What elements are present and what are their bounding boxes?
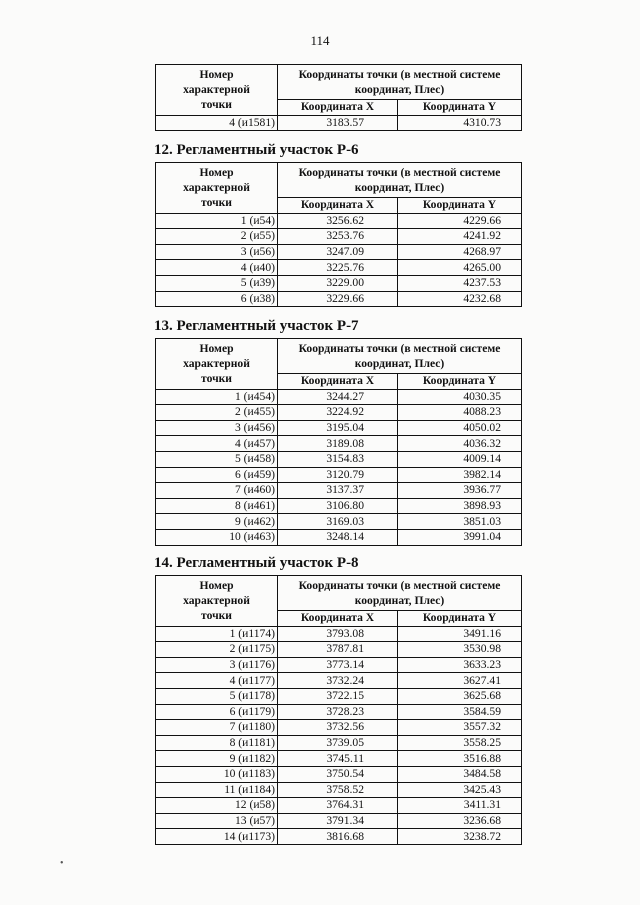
x-coordinate-cell: 3169.03 xyxy=(278,514,398,530)
y-coordinate-cell: 4036.32 xyxy=(398,436,522,452)
x-coordinate-cell: 3247.09 xyxy=(278,244,398,260)
x-coordinate-cell: 3787.81 xyxy=(278,642,398,658)
x-coordinate-cell: 3244.27 xyxy=(278,389,398,405)
point-number-cell: 3 (и1176) xyxy=(156,657,278,673)
x-coordinate-cell: 3229.00 xyxy=(278,275,398,291)
y-coordinate-cell: 4268.97 xyxy=(398,244,522,260)
x-coordinate-cell: 3253.76 xyxy=(278,229,398,245)
x-column-header: Координата X xyxy=(278,374,398,390)
x-coordinate-cell: 3793.08 xyxy=(278,626,398,642)
table-row xyxy=(156,451,522,467)
table-row xyxy=(156,766,522,782)
table-row xyxy=(156,626,522,642)
x-coordinate-cell: 3229.66 xyxy=(278,291,398,307)
y-coordinate-cell: 3633.23 xyxy=(398,657,522,673)
x-coordinate-cell: 3137.37 xyxy=(278,483,398,499)
y-coordinate-cell: 4088.23 xyxy=(398,405,522,421)
x-coordinate-cell: 3750.54 xyxy=(278,766,398,782)
y-coordinate-cell: 4050.02 xyxy=(398,420,522,436)
x-coordinate-cell: 3732.24 xyxy=(278,673,398,689)
x-coordinate-cell: 3745.11 xyxy=(278,751,398,767)
point-number-cell: 10 (и1183) xyxy=(156,766,278,782)
section-title: 12. Регламентный участок Р-6 xyxy=(154,142,359,158)
y-column-header: Координата Y xyxy=(398,100,522,116)
table-row xyxy=(156,735,522,751)
table-row xyxy=(156,829,522,845)
section-title: 14. Регламентный участок Р-8 xyxy=(154,555,359,571)
x-coordinate-cell: 3195.04 xyxy=(278,420,398,436)
y-coordinate-cell: 3898.93 xyxy=(398,498,522,514)
point-number-cell: 2 (и1175) xyxy=(156,642,278,658)
x-coordinate-cell: 3758.52 xyxy=(278,782,398,798)
coordinates-table xyxy=(155,575,522,845)
y-coordinate-cell: 4030.35 xyxy=(398,389,522,405)
x-coordinate-cell: 3816.68 xyxy=(278,829,398,845)
y-coordinate-cell: 3530.98 xyxy=(398,642,522,658)
table-block-r8 xyxy=(155,555,521,845)
point-number-cell: 9 (и1182) xyxy=(156,751,278,767)
table-row xyxy=(156,798,522,814)
point-number-cell: 4 (и1177) xyxy=(156,673,278,689)
x-column-header: Координата X xyxy=(278,198,398,214)
x-coordinate-cell: 3739.05 xyxy=(278,735,398,751)
point-number-cell: 7 (и460) xyxy=(156,483,278,499)
point-number-header: Номер характерной точки xyxy=(156,65,278,116)
point-number-cell: 13 (и57) xyxy=(156,813,278,829)
table-row xyxy=(156,642,522,658)
y-column-header: Координата Y xyxy=(398,374,522,390)
coordinates-table xyxy=(155,338,522,546)
y-coordinate-cell: 3516.88 xyxy=(398,751,522,767)
point-number-cell: 12 (и58) xyxy=(156,798,278,814)
table-row xyxy=(156,389,522,405)
x-coordinate-cell: 3183.57 xyxy=(278,115,398,131)
point-number-cell: 6 (и38) xyxy=(156,291,278,307)
table-row xyxy=(156,704,522,720)
y-coordinate-cell: 4229.66 xyxy=(398,213,522,229)
point-number-cell: 4 (и1581) xyxy=(156,115,278,131)
table-row xyxy=(156,436,522,452)
table-row xyxy=(156,483,522,499)
point-number-cell: 9 (и462) xyxy=(156,514,278,530)
point-number-cell: 1 (и54) xyxy=(156,213,278,229)
x-coordinate-cell: 3248.14 xyxy=(278,529,398,545)
table-row xyxy=(156,405,522,421)
table-block-r6 xyxy=(155,142,521,307)
x-column-header: Координата X xyxy=(278,100,398,116)
y-coordinate-cell: 3625.68 xyxy=(398,688,522,704)
table-row xyxy=(156,657,522,673)
y-coordinate-cell: 3236.68 xyxy=(398,813,522,829)
y-coordinate-cell: 3982.14 xyxy=(398,467,522,483)
x-coordinate-cell: 3722.15 xyxy=(278,688,398,704)
y-coordinate-cell: 3411.31 xyxy=(398,798,522,814)
y-coordinate-cell: 3627.41 xyxy=(398,673,522,689)
point-number-cell: 7 (и1180) xyxy=(156,720,278,736)
point-number-cell: 2 (и455) xyxy=(156,405,278,421)
point-number-cell: 6 (и1179) xyxy=(156,704,278,720)
table-row xyxy=(156,751,522,767)
y-coordinate-cell: 3936.77 xyxy=(398,483,522,499)
y-column-header: Координата Y xyxy=(398,198,522,214)
point-number-header: Номер характерной точки xyxy=(156,339,278,390)
y-coordinate-cell: 3584.59 xyxy=(398,704,522,720)
x-coordinate-cell: 3224.92 xyxy=(278,405,398,421)
table-row xyxy=(156,529,522,545)
table-row xyxy=(156,115,522,131)
x-coordinate-cell: 3106.80 xyxy=(278,498,398,514)
x-coordinate-cell: 3732.56 xyxy=(278,720,398,736)
point-number-header: Номер характерной точки xyxy=(156,163,278,214)
y-coordinate-cell: 4237.53 xyxy=(398,275,522,291)
table-row xyxy=(156,275,522,291)
point-number-cell: 6 (и459) xyxy=(156,467,278,483)
y-coordinate-cell: 3558.25 xyxy=(398,735,522,751)
table-row xyxy=(156,229,522,245)
point-number-cell: 4 (и457) xyxy=(156,436,278,452)
y-coordinate-cell: 3557.32 xyxy=(398,720,522,736)
section-title: 13. Регламентный участок Р-7 xyxy=(154,318,359,334)
x-coordinate-cell: 3728.23 xyxy=(278,704,398,720)
x-coordinate-cell: 3120.79 xyxy=(278,467,398,483)
point-number-cell: 1 (и454) xyxy=(156,389,278,405)
x-coordinate-cell: 3154.83 xyxy=(278,451,398,467)
table-row xyxy=(156,213,522,229)
coordinates-group-header: Координаты точки (в местной системе координат, Плес) xyxy=(278,65,522,100)
point-number-cell: 3 (и56) xyxy=(156,244,278,260)
coordinates-group-header: Координаты точки (в местной системе координат, Плес) xyxy=(278,576,522,611)
table-row xyxy=(156,514,522,530)
x-coordinate-cell: 3764.31 xyxy=(278,798,398,814)
x-coordinate-cell: 3189.08 xyxy=(278,436,398,452)
y-coordinate-cell: 3425.43 xyxy=(398,782,522,798)
y-coordinate-cell: 3484.58 xyxy=(398,766,522,782)
coordinates-table xyxy=(155,64,522,131)
page-number: 114 xyxy=(310,33,330,48)
table-row xyxy=(156,782,522,798)
table-row xyxy=(156,260,522,276)
point-number-cell: 5 (и458) xyxy=(156,451,278,467)
table-row xyxy=(156,673,522,689)
x-coordinate-cell: 3791.34 xyxy=(278,813,398,829)
coordinates-table xyxy=(155,162,522,307)
point-number-cell: 11 (и1184) xyxy=(156,782,278,798)
point-number-cell: 10 (и463) xyxy=(156,529,278,545)
table-block-r7 xyxy=(155,318,521,546)
y-coordinate-cell: 4232.68 xyxy=(398,291,522,307)
y-coordinate-cell: 4265.00 xyxy=(398,260,522,276)
table-row xyxy=(156,813,522,829)
coordinates-group-header: Координаты точки (в местной системе координат, Плес) xyxy=(278,339,522,374)
y-coordinate-cell: 3491.16 xyxy=(398,626,522,642)
x-coordinate-cell: 3256.62 xyxy=(278,213,398,229)
point-number-cell: 2 (и55) xyxy=(156,229,278,245)
y-coordinate-cell: 4241.92 xyxy=(398,229,522,245)
point-number-cell: 8 (и1181) xyxy=(156,735,278,751)
point-number-cell: 4 (и40) xyxy=(156,260,278,276)
table-row xyxy=(156,244,522,260)
point-number-cell: 5 (и39) xyxy=(156,275,278,291)
x-coordinate-cell: 3225.76 xyxy=(278,260,398,276)
y-coordinate-cell: 4009.14 xyxy=(398,451,522,467)
table-row xyxy=(156,498,522,514)
y-coordinate-cell: 3991.04 xyxy=(398,529,522,545)
table-row xyxy=(156,688,522,704)
scan-speck: • xyxy=(60,858,64,869)
point-number-cell: 5 (и1178) xyxy=(156,688,278,704)
table-row xyxy=(156,291,522,307)
x-coordinate-cell: 3773.14 xyxy=(278,657,398,673)
table-block-continued xyxy=(155,64,521,131)
y-column-header: Координата Y xyxy=(398,611,522,627)
point-number-header: Номер характерной точки xyxy=(156,576,278,627)
y-coordinate-cell: 4310.73 xyxy=(398,115,522,131)
y-coordinate-cell: 3851.03 xyxy=(398,514,522,530)
point-number-cell: 1 (и1174) xyxy=(156,626,278,642)
point-number-cell: 14 (и1173) xyxy=(156,829,278,845)
y-coordinate-cell: 3238.72 xyxy=(398,829,522,845)
table-row xyxy=(156,720,522,736)
table-row xyxy=(156,467,522,483)
table-row xyxy=(156,420,522,436)
point-number-cell: 3 (и456) xyxy=(156,420,278,436)
point-number-cell: 8 (и461) xyxy=(156,498,278,514)
x-column-header: Координата X xyxy=(278,611,398,627)
coordinates-group-header: Координаты точки (в местной системе координат, Плес) xyxy=(278,163,522,198)
